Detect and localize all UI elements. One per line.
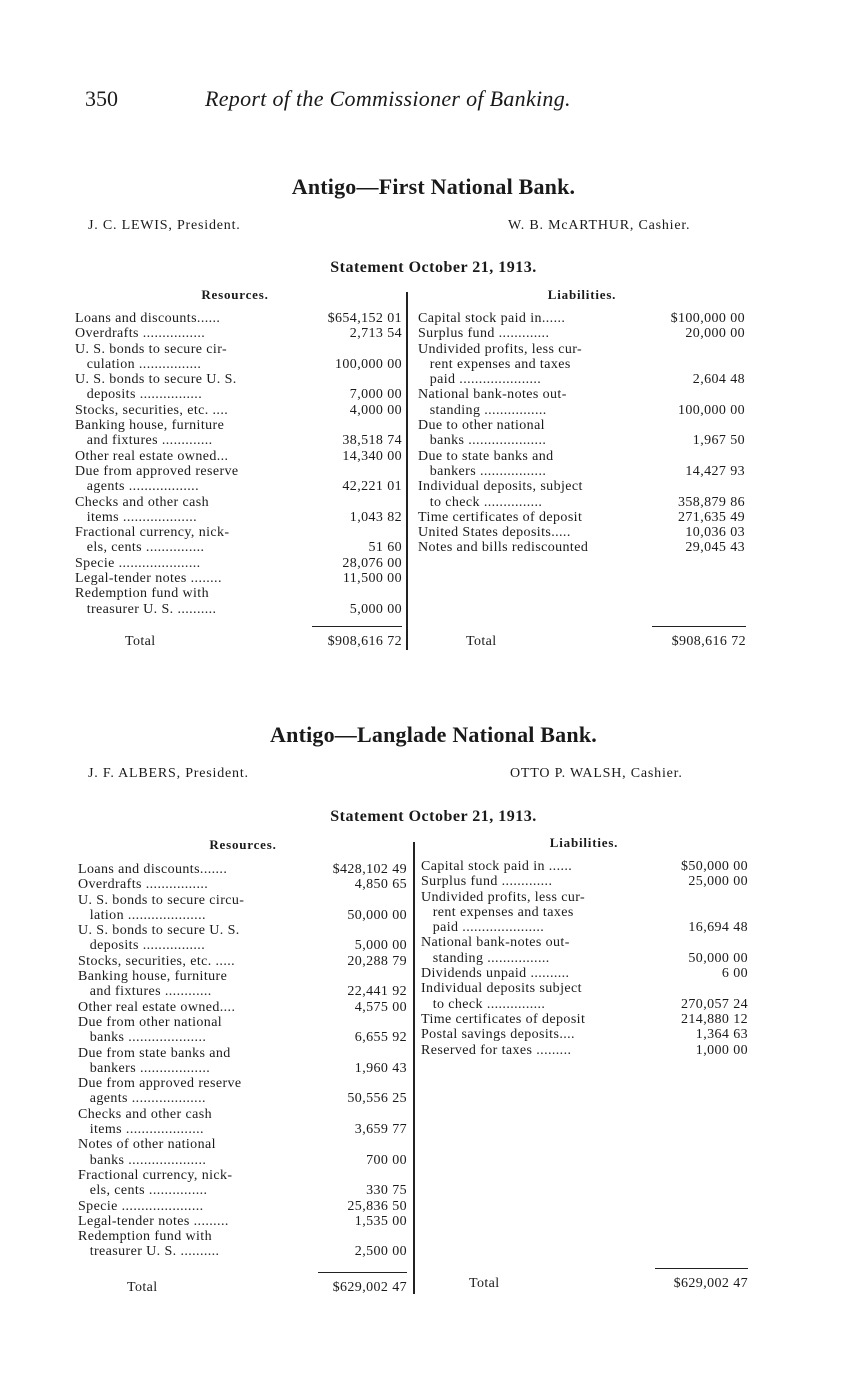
- ledger-item-label: Notes and bills rediscounted: [418, 540, 589, 556]
- ledger-item-label: rent expenses and taxes: [418, 356, 571, 372]
- ledger-item-amount: 1,967 50: [692, 433, 745, 449]
- ledger-item-amount: 28,076 00: [342, 555, 402, 571]
- ledger-row: [78, 969, 407, 984]
- bank1-resources-total: [125, 634, 402, 650]
- ledger-item-label: rent expenses and taxes: [421, 904, 574, 920]
- ledger-item-label: Surplus fund .............: [421, 874, 553, 890]
- bank1-liabilities-total-rule: [652, 626, 746, 627]
- ledger-item-label: bankers ..................: [78, 1060, 211, 1076]
- ledger-item-label: Banking house, furniture: [75, 418, 225, 434]
- ledger-item-amount: 2,604 48: [692, 372, 745, 388]
- bank2-liabilities-total-rule: [655, 1268, 748, 1269]
- ledger-row: [421, 966, 748, 981]
- ledger-item-amount: 25,000 00: [688, 874, 748, 890]
- ledger-row: [421, 1027, 748, 1042]
- ledger-row: [418, 342, 745, 357]
- ledger-row: [421, 890, 748, 905]
- running-header: Report of the Commissioner of Banking.: [205, 86, 571, 111]
- ledger-item-label: Overdrafts ................: [78, 877, 209, 893]
- ledger-item-amount: 4,850 65: [354, 877, 407, 893]
- ledger-item-amount: 16,694 48: [688, 920, 748, 936]
- ledger-item-label: Specie .....................: [78, 1198, 204, 1214]
- ledger-row: [78, 1000, 407, 1015]
- ledger-item-amount: [741, 342, 745, 357]
- ledger-item-amount: 14,340 00: [342, 448, 402, 464]
- ledger-item-amount: 25,836 50: [347, 1198, 407, 1214]
- ledger-item-label: bankers .................: [418, 463, 547, 479]
- ledger-row: [75, 479, 402, 494]
- ledger-row: [418, 495, 745, 510]
- ledger-item-amount: 1,535 00: [354, 1213, 407, 1229]
- ledger-item-label: Loans and discounts......: [75, 311, 221, 326]
- bank1-liabilities-total: [466, 634, 746, 650]
- ledger-item-label: Capital stock paid in ......: [421, 859, 573, 874]
- ledger-item-amount: [398, 525, 402, 540]
- ledger-row: [78, 923, 407, 938]
- ledger-item-amount: [403, 1107, 407, 1122]
- ledger-row: [418, 311, 745, 326]
- ledger-item-amount: [403, 969, 407, 984]
- ledger-item-label: Postal savings deposits....: [421, 1027, 575, 1043]
- ledger-item-label: U. S. bonds to secure circu-: [78, 892, 245, 908]
- ledger-item-label: Stocks, securities, etc. .....: [78, 953, 236, 969]
- ledger-item-label: deposits ................: [75, 387, 203, 403]
- bank1-title: Antigo—First National Bank.: [291, 174, 576, 199]
- total-label: Total: [466, 634, 497, 649]
- ledger-item-label: banks ....................: [418, 433, 547, 449]
- ledger-item-label: to check ...............: [418, 494, 543, 510]
- bank1-resources-heading: Resources.: [201, 287, 269, 302]
- ledger-item-label: Dividends unpaid ..........: [421, 966, 570, 982]
- ledger-item-amount: [398, 586, 402, 601]
- ledger-item-amount: [398, 418, 402, 433]
- ledger-item-amount: $654,152 01: [327, 311, 402, 326]
- ledger-row: [418, 357, 745, 372]
- ledger-row: [78, 938, 407, 953]
- ledger-item-amount: 6,655 92: [354, 1030, 407, 1046]
- ledger-item-label: paid .....................: [418, 372, 542, 388]
- ledger-item-amount: 11,500 00: [342, 571, 402, 587]
- ledger-row: [421, 1012, 748, 1027]
- ledger-item-label: Due from approved reserve: [78, 1076, 242, 1092]
- ledger-item-label: Fractional currency, nick-: [78, 1167, 233, 1183]
- ledger-row: [418, 372, 745, 387]
- ledger-item-label: Redemption fund with: [75, 586, 209, 602]
- ledger-item-amount: 214,880 12: [681, 1011, 748, 1027]
- ledger-item-label: Other real estate owned....: [78, 999, 236, 1015]
- ledger-row: [75, 311, 402, 326]
- ledger-item-label: National bank-notes out-: [421, 935, 570, 951]
- ledger-row: [421, 905, 748, 920]
- ledger-item-label: Redemption fund with: [78, 1229, 212, 1245]
- ledger-item-label: U. S. bonds to secure U. S.: [78, 923, 240, 939]
- ledger-item-label: Legal-tender notes .........: [78, 1213, 229, 1229]
- ledger-item-amount: 5,000 00: [354, 938, 407, 954]
- ledger-item-amount: 22,441 92: [347, 984, 407, 1000]
- ledger-item-amount: [741, 418, 745, 433]
- total-amount: $908,616 72: [671, 634, 746, 649]
- ledger-item-amount: [403, 923, 407, 938]
- ledger-item-label: banks ....................: [78, 1030, 207, 1046]
- ledger-item-label: treasurer U. S. ..........: [78, 1244, 220, 1260]
- total-label: Total: [469, 1276, 500, 1291]
- ledger-row: [75, 510, 402, 525]
- ledger-row: [75, 464, 402, 479]
- ledger-item-amount: [403, 1015, 407, 1030]
- ledger-item-label: U. S. bonds to secure U. S.: [75, 372, 237, 388]
- ledger-item-label: U. S. bonds to secure cir-: [75, 341, 228, 357]
- ledger-item-amount: 20,288 79: [347, 953, 407, 969]
- ledger-item-amount: 700 00: [366, 1152, 407, 1168]
- ledger-item-amount: 2,713 54: [349, 326, 402, 342]
- ledger-item-label: lation ....................: [78, 907, 206, 923]
- ledger-item-label: and fixtures .............: [75, 433, 213, 449]
- ledger-row: [75, 387, 402, 402]
- bank1-column-divider: [406, 292, 408, 650]
- ledger-row: [418, 510, 745, 525]
- ledger-row: [421, 997, 748, 1012]
- ledger-item-amount: [398, 372, 402, 387]
- ledger-row: [421, 935, 748, 950]
- ledger-item-amount: 38,518 74: [342, 433, 402, 449]
- ledger-item-amount: [741, 449, 745, 464]
- bank1-resources-total-rule: [312, 626, 402, 627]
- bank2-president: J. F. ALBERS, President.: [88, 766, 249, 781]
- ledger-row: [418, 326, 745, 341]
- total-amount: $908,616 72: [327, 634, 402, 649]
- ledger-item-amount: [403, 1046, 407, 1061]
- ledger-row: [75, 403, 402, 418]
- ledger-item-label: Reserved for taxes .........: [421, 1042, 572, 1058]
- ledger-item-label: items ....................: [78, 1122, 204, 1138]
- bank1-president: J. C. LEWIS, President.: [88, 218, 241, 233]
- ledger-item-amount: 50,000 00: [347, 907, 407, 923]
- ledger-item-label: to check ...............: [421, 996, 546, 1012]
- bank1-statement-date: Statement October 21, 1913.: [330, 259, 537, 276]
- ledger-item-amount: 14,427 93: [685, 463, 745, 479]
- ledger-row: [78, 1137, 407, 1152]
- ledger-row: [418, 449, 745, 464]
- ledger-item-label: Due to state banks and: [418, 448, 554, 464]
- ledger-item-label: Other real estate owned...: [75, 448, 229, 464]
- ledger-item-label: Specie .....................: [75, 555, 201, 571]
- ledger-row: [75, 556, 402, 571]
- ledger-row: [421, 951, 748, 966]
- ledger-item-amount: [398, 495, 402, 510]
- ledger-item-label: Checks and other cash: [78, 1106, 212, 1122]
- ledger-item-amount: 6 00: [721, 966, 748, 982]
- ledger-item-label: agents ...................: [78, 1091, 206, 1107]
- ledger-item-amount: [741, 357, 745, 372]
- bank2-cashier: OTTO P. WALSH, Cashier.: [510, 766, 683, 781]
- ledger-item-amount: [744, 981, 748, 996]
- bank2-resources-total-rule: [318, 1272, 407, 1273]
- ledger-item-amount: [403, 1229, 407, 1244]
- ledger-item-label: Due to other national: [418, 418, 545, 434]
- ledger-item-label: treasurer U. S. ..........: [75, 601, 217, 617]
- total-label: Total: [125, 634, 156, 649]
- ledger-item-amount: 270,057 24: [681, 996, 748, 1012]
- ledger-row: [418, 418, 745, 433]
- ledger-item-label: Due from approved reserve: [75, 463, 239, 479]
- ledger-item-label: Due from other national: [78, 1014, 223, 1030]
- ledger-row: [75, 326, 402, 341]
- ledger-row: [75, 418, 402, 433]
- ledger-item-label: deposits ................: [78, 938, 206, 954]
- ledger-row: [75, 586, 402, 601]
- ledger-row: [78, 1061, 407, 1076]
- ledger-row: [78, 1229, 407, 1244]
- ledger-item-amount: 1,043 82: [349, 509, 402, 525]
- ledger-item-amount: [403, 1168, 407, 1183]
- ledger-item-amount: 5,000 00: [349, 601, 402, 617]
- ledger-row: [421, 1043, 748, 1058]
- total-label: Total: [127, 1280, 158, 1295]
- ledger-item-label: Banking house, furniture: [78, 969, 228, 985]
- ledger-item-amount: 1,364 63: [695, 1027, 748, 1043]
- ledger-item-label: Legal-tender notes ........: [75, 571, 222, 587]
- bank2-liabilities-total: [469, 1276, 748, 1292]
- ledger-row: [75, 571, 402, 586]
- ledger-item-amount: [403, 1076, 407, 1091]
- bank2-resources-total: [127, 1280, 407, 1296]
- ledger-row: [78, 1030, 407, 1045]
- ledger-item-amount: 358,879 86: [678, 494, 745, 510]
- ledger-item-label: els, cents ...............: [78, 1183, 208, 1199]
- ledger-row: [418, 479, 745, 494]
- ledger-row: [418, 540, 745, 555]
- bank1-liabilities-list: [418, 311, 745, 556]
- ledger-row: [78, 1122, 407, 1137]
- ledger-item-label: Fractional currency, nick-: [75, 525, 230, 541]
- ledger-row: [421, 859, 748, 874]
- bank2-title: Antigo—Langlade National Bank.: [270, 722, 597, 747]
- ledger-item-amount: [398, 342, 402, 357]
- ledger-row: [75, 495, 402, 510]
- ledger-item-amount: 51 60: [368, 540, 402, 556]
- ledger-item-amount: [741, 387, 745, 402]
- ledger-row: [78, 1244, 407, 1259]
- ledger-item-amount: 20,000 00: [685, 326, 745, 342]
- bank2-statement-date: Statement October 21, 1913.: [330, 808, 537, 825]
- ledger-item-amount: [744, 905, 748, 920]
- ledger-row: [78, 1091, 407, 1106]
- ledger-item-label: Loans and discounts.......: [78, 862, 228, 877]
- ledger-row: [78, 1046, 407, 1061]
- ledger-item-label: United States deposits.....: [418, 525, 571, 541]
- ledger-item-amount: 2,500 00: [354, 1244, 407, 1260]
- bank2-liabilities-list: [421, 859, 748, 1058]
- ledger-item-amount: $50,000 00: [681, 859, 748, 874]
- bank2-resources-heading: Resources.: [209, 837, 277, 852]
- ledger-item-amount: [744, 890, 748, 905]
- ledger-row: [78, 877, 407, 892]
- ledger-item-amount: [744, 935, 748, 950]
- ledger-item-label: National bank-notes out-: [418, 387, 567, 403]
- bank2-liabilities-heading: Liabilities.: [549, 835, 619, 850]
- ledger-row: [78, 984, 407, 999]
- ledger-row: [78, 1168, 407, 1183]
- bank1-cashier: W. B. McARTHUR, Cashier.: [508, 218, 691, 233]
- ledger-item-label: Stocks, securities, etc. ....: [75, 402, 229, 418]
- ledger-row: [78, 1183, 407, 1198]
- ledger-row: [78, 1199, 407, 1214]
- ledger-item-amount: [741, 479, 745, 494]
- ledger-row: [78, 908, 407, 923]
- ledger-item-amount: 100,000 00: [335, 356, 402, 372]
- ledger-row: [78, 1153, 407, 1168]
- ledger-row: [418, 433, 745, 448]
- ledger-row: [418, 387, 745, 402]
- ledger-item-label: items ...................: [75, 509, 198, 525]
- ledger-item-amount: 42,221 01: [342, 479, 402, 495]
- ledger-row: [418, 403, 745, 418]
- ledger-item-label: Individual deposits subject: [421, 981, 582, 997]
- ledger-item-amount: 3,659 77: [354, 1122, 407, 1138]
- ledger-row: [75, 372, 402, 387]
- ledger-item-label: Surplus fund .............: [418, 326, 550, 342]
- ledger-row: [418, 525, 745, 540]
- ledger-row: [75, 342, 402, 357]
- ledger-row: [78, 1107, 407, 1122]
- ledger-item-label: Notes of other national: [78, 1137, 216, 1153]
- bank1-resources-list: [75, 311, 402, 617]
- ledger-item-amount: [403, 893, 407, 908]
- ledger-row: [75, 540, 402, 555]
- total-amount: $629,002 47: [332, 1280, 407, 1295]
- ledger-row: [75, 525, 402, 540]
- ledger-item-label: paid .....................: [421, 920, 545, 936]
- ledger-row: [418, 464, 745, 479]
- ledger-item-amount: $100,000 00: [670, 311, 745, 326]
- ledger-row: [421, 981, 748, 996]
- ledger-row: [75, 433, 402, 448]
- ledger-item-amount: 50,000 00: [688, 950, 748, 966]
- ledger-row: [78, 1214, 407, 1229]
- ledger-row: [421, 920, 748, 935]
- ledger-item-label: standing ................: [418, 402, 547, 418]
- ledger-item-amount: 4,575 00: [354, 999, 407, 1015]
- ledger-item-label: agents ..................: [75, 479, 199, 495]
- ledger-item-label: Time certificates of deposit: [421, 1011, 586, 1027]
- ledger-row: [78, 1076, 407, 1091]
- ledger-item-amount: [398, 464, 402, 479]
- bank2-column-divider: [413, 842, 415, 1294]
- ledger-item-label: Capital stock paid in......: [418, 311, 566, 326]
- ledger-item-amount: [403, 1137, 407, 1152]
- ledger-item-label: Individual deposits, subject: [418, 479, 583, 495]
- ledger-item-amount: 1,960 43: [354, 1060, 407, 1076]
- ledger-row: [421, 874, 748, 889]
- ledger-item-amount: $428,102 49: [332, 862, 407, 877]
- ledger-item-label: Overdrafts ................: [75, 326, 206, 342]
- ledger-item-label: banks ....................: [78, 1152, 207, 1168]
- ledger-item-label: culation ................: [75, 356, 202, 372]
- ledger-item-label: Undivided profits, less cur-: [418, 341, 583, 357]
- page-number: 350: [85, 86, 118, 111]
- ledger-item-amount: 50,556 25: [347, 1091, 407, 1107]
- total-amount: $629,002 47: [673, 1276, 748, 1291]
- ledger-item-amount: 271,635 49: [678, 509, 745, 525]
- ledger-item-label: Checks and other cash: [75, 494, 209, 510]
- ledger-item-amount: 1,000 00: [695, 1042, 748, 1058]
- ledger-row: [78, 954, 407, 969]
- ledger-row: [75, 449, 402, 464]
- ledger-row: [78, 862, 407, 877]
- ledger-item-amount: 7,000 00: [349, 387, 402, 403]
- ledger-item-label: and fixtures ............: [78, 984, 212, 1000]
- ledger-row: [75, 602, 402, 617]
- ledger-item-label: standing ................: [421, 950, 550, 966]
- bank1-liabilities-heading: Liabilities.: [547, 287, 617, 302]
- ledger-item-amount: 10,036 03: [685, 525, 745, 541]
- ledger-item-amount: 100,000 00: [678, 402, 745, 418]
- ledger-row: [78, 1015, 407, 1030]
- bank2-resources-list: [78, 862, 407, 1260]
- ledger-item-amount: 4,000 00: [349, 402, 402, 418]
- ledger-item-amount: 330 75: [366, 1183, 407, 1199]
- ledger-item-label: Undivided profits, less cur-: [421, 889, 586, 905]
- ledger-item-label: els, cents ...............: [75, 540, 205, 556]
- ledger-item-label: Time certificates of deposit: [418, 509, 583, 525]
- ledger-row: [78, 893, 407, 908]
- ledger-row: [75, 357, 402, 372]
- ledger-item-label: Due from state banks and: [78, 1045, 231, 1061]
- ledger-item-amount: 29,045 43: [685, 540, 745, 556]
